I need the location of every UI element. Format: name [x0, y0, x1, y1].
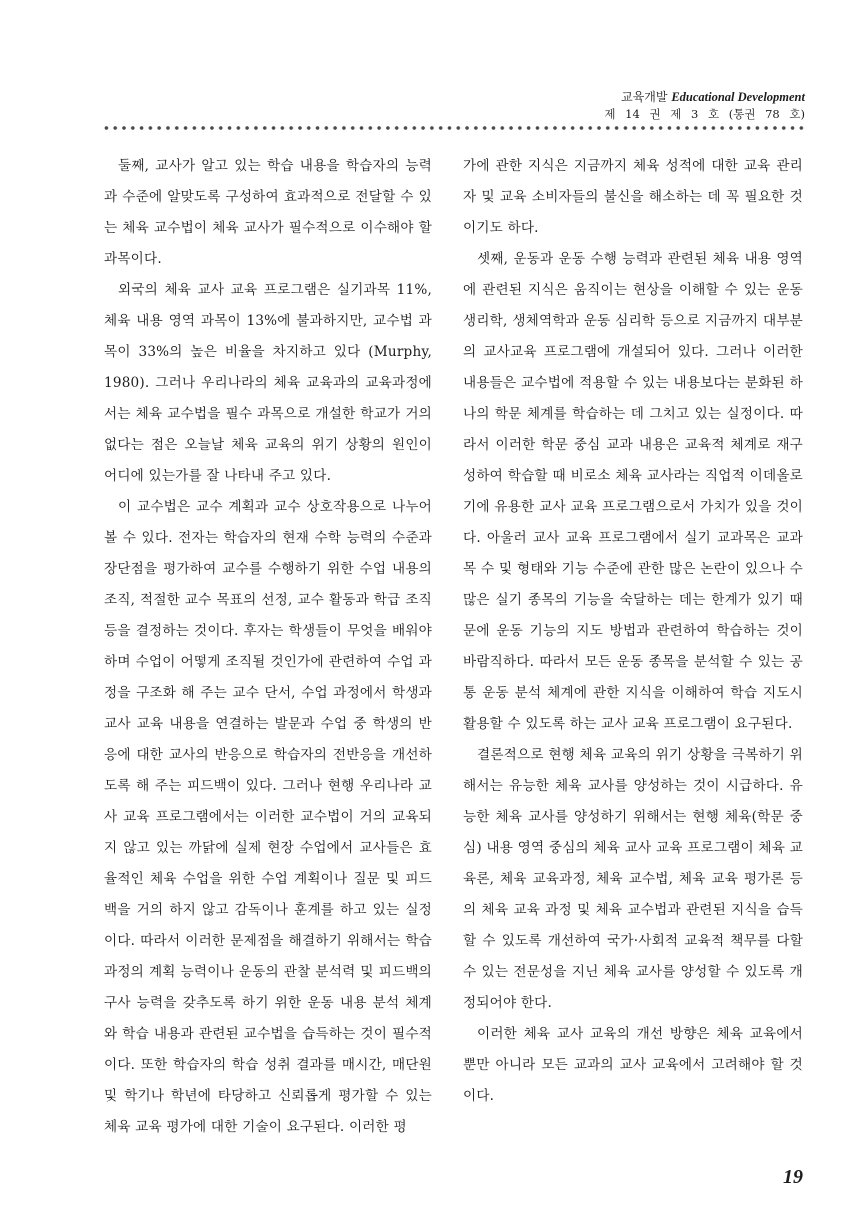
paragraph: 가에 관한 지식은 지금까지 체육 성적에 대한 교육 관리자 및 교육 소비자들의 불신을 해소하는 데 꼭 필요한 것이기도 하다.: [463, 158, 803, 236]
paragraph: 이러한 체육 교사 교육의 개선 방향은 체육 교육에서 뿐만 아니라 모든 교과의 교사 교육에서 고려해야 할 것이다.: [463, 1026, 803, 1104]
dotted-divider: [102, 124, 805, 132]
paragraph: 이 교수법은 교수 계획과 교수 상호작용으로 나누어 볼 수 있다. 전자는 학습자의 현재 수학 능력의 수준과 장단점을 평가하여 교수를 수행하기 위한 수업 내용의 조직, 적절한 교수 목표의 선정, 교수 활동과 학급 조직 등을 결정하는 것이다. 후자는 학생들이 무엇을 배워야 하며 수업이 어떻게 조직될 것인가에 관련하여 수업 과정을 구조화 해 주는 교수 단서, 수업 과정에서 학생과 교사 교육 내용을 연결하는 발문과 수업 중 학생의 반응에 대한 교사의 반응으로 학습자의 전반응을 개선하도록 해 주는 피드백이 있다. 그러나 현행 우리나라 교사 교육 프로그램에서는 이러한 교수법이 거의 교육되지 않고 있는 까닭에 실제 현장 수업에서 교사들은 효율적인 체육 수업을 위한 수업 계획이나 질문 및 피드백을 거의 하지 않고 감독이나 훈계를 하고 있는 실정이다. 따라서 이러한 문제점을 해결하기 위해서는 학습 과정의 계획 능력이나 운동의 관찰 분석력 및 피드백의 구사 능력을 갖추도록 하기 위한 운동 내용 분석 체계와 학습 내용과 관련된 교수법을 습득하는 것이 필수적이다. 또한 학습자의 학습 성취 결과를 매시간, 매단원 및 학기나 학년에 타당하고 신뢰롭게 평가할 수 있는 체육 교육 평가에 대한 기술이 요구된다. 이러한 평: [104, 499, 432, 1135]
paragraph: 결론적으로 현행 체육 교육의 위기 상황을 극복하기 위해서는 유능한 체육 교사를 양성하는 것이 시급하다. 유능한 체육 교사를 양성하기 위해서는 현행 체육(학문 중심) 내용 영역 중심의 체육 교사 교육 프로그램이 체육 교육론, 체육 교육과정, 체육 교수법, 체육 교육 평가론 등의 체육 교육 과정 및 체육 교수법과 관련된 지식을 습득할 수 있도록 개선하여 국가·사회적 교육적 책무를 다할 수 있는 전문성을 지닌 체육 교사를 양성할 수 있도록 개정되어야 한다.: [463, 747, 803, 1011]
journal-issue-info: [604, 106, 805, 122]
left-column: [104, 151, 432, 1143]
right-column: [463, 151, 803, 1112]
paragraph: 셋째, 운동과 운동 수행 능력과 관련된 체육 내용 영역에 관련된 지식은 움직이는 현상을 이해할 수 있는 운동 생리학, 생체역학과 운동 심리학 등으로 지금까지 대부분의 교사교육 프로그램에 개설되어 있다. 그러나 이러한 내용들은 교수법에 적용할 수 있는 내용보다는 분화된 하나의 학문 체계를 학습하는 데 그치고 있는 실정이다. 따라서 이러한 학문 중심 교과 내용은 교육적 체계로 재구성하여 학습할 때 비로소 체육 교사라는 직업적 이데올로기에 유용한 교사 교육 프로그램으로서 가치가 있을 것이다. 아울러 교사 교육 프로그램에서 실기 교과목은 교과목 수 및 형태와 기능 수준에 관한 많은 논란이 있으나 수많은 실기 종목의 기능을 숙달하는 데는 한계가 있기 때문에 운동 기능의 지도 방법과 관련하여 학습하는 것이 바람직하다. 따라서 모든 운동 종목을 분석할 수 있는 공통 운동 분석 체계에 관한 지식을 이해하여 학습 지도시 활용할 수 있도록 하는 교사 교육 프로그램이 요구된다.: [463, 251, 803, 732]
journal-title-ko: 교육개발: [621, 90, 668, 104]
serial-label: (통권 78 호): [728, 107, 805, 121]
paragraph: 외국의 체육 교사 교육 프로그램은 실기과목 11%, 체육 내용 영역 과목이 13%에 불과하지만, 교수법 과목이 33%의 높은 비율을 차지하고 있다 (Murphy, 1980). 그러나 우리나라의 체육 교육과의 교육과정에서는 체육 교수법을 필수 과목으로 개설한 학교가 거의 없다는 점은 오늘날 체육 교육의 위기 상황의 원인이 어디에 있는가를 잘 나타내 주고 있다.: [104, 282, 432, 484]
journal-header: [604, 90, 805, 122]
issue-label: 제 3 호: [670, 107, 720, 121]
journal-title: [604, 90, 805, 104]
journal-title-en: Educational Development: [671, 90, 805, 104]
volume-label: 제 14 권: [604, 107, 661, 121]
paragraph: 둘째, 교사가 알고 있는 학습 내용을 학습자의 능력과 수준에 알맞도록 구성하여 효과적으로 전달할 수 있는 체육 교수법이 체육 교사가 필수적으로 이수해야 할 과목이다.: [104, 158, 432, 267]
page-number: 19: [783, 1166, 803, 1188]
